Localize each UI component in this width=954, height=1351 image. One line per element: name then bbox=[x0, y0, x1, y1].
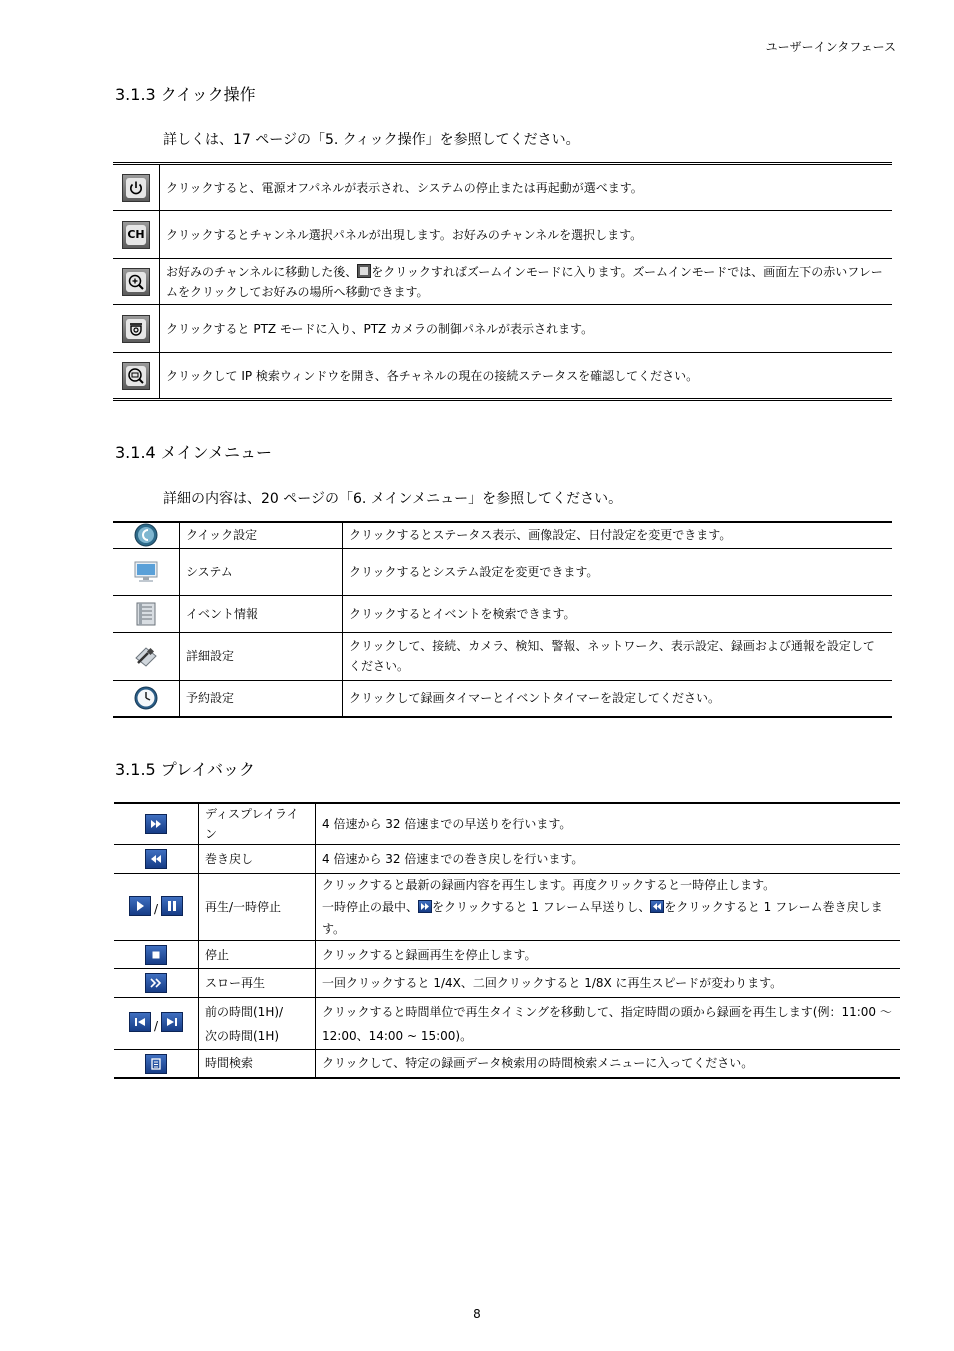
menu-item-desc: クリックするとステータス表示、画像設定、日付設定を変更できます。 bbox=[343, 522, 893, 548]
zoom-in-icon bbox=[122, 268, 150, 296]
quick-setup-icon bbox=[134, 523, 158, 547]
table-row bbox=[114, 845, 900, 874]
menu-item-name: 予約設定 bbox=[180, 680, 343, 717]
table-row bbox=[113, 305, 892, 353]
table-row bbox=[113, 595, 892, 632]
menu-item-desc: クリックするとイベントを検索できます。 bbox=[343, 595, 893, 632]
table-row bbox=[113, 548, 892, 595]
menu-item-name: 詳細設定 bbox=[180, 632, 343, 680]
table-row bbox=[113, 680, 892, 717]
table-row bbox=[113, 632, 892, 680]
playback-name: ディスプレイライン bbox=[199, 803, 316, 845]
fast-forward-icon bbox=[418, 900, 432, 913]
playback-desc: クリックすると時間単位で再生タイミングを移動して、指定時間の頭から録画を再生します(例：11:00 ～ 12:00、14:00 ~ 15:00)。 bbox=[316, 998, 901, 1050]
playback-name: 時間検索 bbox=[199, 1050, 316, 1078]
playback-desc: 一回クリックすると 1/4X、二回クリックすると 1/8X に再生スピードが変わります。 bbox=[316, 969, 901, 998]
quick-ops-table bbox=[113, 162, 892, 401]
table-row: / 再生/一時停止 クリックすると最新の録画内容を再生します。再度クリックすると一時停止します。 一時停止の最中、 をクリックすると 1 フレーム早送りし、 をクリックすると 1 フレーム巻き戻します。 bbox=[114, 874, 900, 941]
table-row bbox=[114, 969, 900, 998]
menu-item-name: イベント情報 bbox=[180, 595, 343, 632]
table-row bbox=[113, 353, 892, 400]
playback-desc: クリックすると録画再生を停止します。 bbox=[316, 941, 901, 969]
time-search-icon bbox=[145, 1054, 167, 1074]
ip-search-icon bbox=[122, 362, 150, 390]
system-icon bbox=[134, 560, 158, 584]
slow-play-icon bbox=[145, 973, 167, 993]
section-reference-quick-ops: 詳しくは、17 ページの「5. クィック操作」を参照してください。 bbox=[163, 132, 580, 148]
table-row bbox=[113, 522, 892, 548]
menu-item-desc: クリックして録画タイマーとイベントタイマーを設定してください。 bbox=[349, 691, 721, 706]
pause-icon bbox=[161, 896, 183, 916]
table-row bbox=[114, 1050, 900, 1078]
playback-name: 前の時間(1H)/ 次の時間(1H) bbox=[199, 998, 316, 1050]
previous-hour-icon bbox=[129, 1012, 151, 1032]
zoom-in-icon bbox=[357, 264, 371, 278]
quick-op-desc: クリックすると PTZ モードに入り、PTZ カメラの制御パネルが表示されます。 bbox=[160, 305, 893, 353]
fast-forward-icon bbox=[145, 814, 167, 834]
event-info-icon bbox=[134, 602, 158, 626]
playback-name: 巻き戻し bbox=[199, 845, 316, 874]
ptz-icon bbox=[122, 315, 150, 343]
menu-item-name: システム bbox=[180, 548, 343, 595]
table-row bbox=[114, 803, 900, 845]
section-reference-main-menu: 詳細の内容は、20 ページの「6. メインメニュー」を参照してください。 bbox=[163, 491, 623, 507]
page-number: 8 bbox=[473, 1307, 481, 1321]
channel-icon: CH bbox=[122, 221, 150, 249]
schedule-icon bbox=[134, 686, 158, 710]
table-row bbox=[113, 259, 892, 305]
menu-item-desc: クリックするとシステム設定を変更できます。 bbox=[343, 548, 893, 595]
section-title-playback: 3.1.5 プレイバック bbox=[115, 760, 256, 779]
running-header: ユーザーインタフェース bbox=[765, 40, 896, 54]
table-row bbox=[114, 941, 900, 969]
advanced-config-icon bbox=[134, 644, 158, 668]
next-hour-icon bbox=[161, 1012, 183, 1032]
rewind-icon bbox=[145, 849, 167, 869]
stop-icon bbox=[145, 945, 167, 965]
menu-item-desc: クリックして、接続、カメラ、検知、警報、ネットワーク、表示設定、録画および通報を設定してください。 bbox=[343, 632, 893, 680]
playback-name: 再生/一時停止 bbox=[199, 874, 316, 941]
menu-item-name: クイック設定 bbox=[180, 522, 343, 548]
main-menu-table bbox=[113, 521, 892, 718]
quick-op-desc: クリックすると、電源オフパネルが表示され、システムの停止または再起動が選べます。 bbox=[160, 164, 893, 211]
table-row bbox=[113, 211, 892, 259]
quick-op-desc: お好みのチャンネルに移動した後、 をクリックすればズームインモードに入ります。ズームインモードでは、画面左下の赤いフレームをクリックしてお好みの場所へ移動できます。 bbox=[160, 259, 893, 305]
quick-op-desc: クリックするとチャンネル選択パネルが出現します。お好みのチャンネルを選択します。 bbox=[160, 211, 893, 259]
playback-name: スロー再生 bbox=[199, 969, 316, 998]
table-row: / 前の時間(1H)/ 次の時間(1H) クリックすると時間単位で再生タイミングを移動して、指定時間の頭から録画を再生します(例：11:00 ～ 12:00、14:00 ~ 15:00)。 bbox=[114, 998, 900, 1050]
playback-table bbox=[114, 802, 900, 1079]
playback-desc: 4 倍速から 32 倍速までの巻き戻しを行います。 bbox=[316, 845, 901, 874]
power-icon bbox=[122, 174, 150, 202]
table-row bbox=[113, 164, 892, 211]
section-title-quick-ops: 3.1.3 クイック操作 bbox=[115, 85, 256, 104]
playback-desc: クリックすると最新の録画内容を再生します。再度クリックすると一時停止します。 一時停止の最中、 をクリックすると 1 フレーム早送りし、 をクリックすると 1 フレーム巻き戻します。 bbox=[316, 874, 901, 941]
section-title-main-menu: 3.1.4 メインメニュー bbox=[115, 443, 272, 462]
playback-desc: 4 倍速から 32 倍速までの早送りを行います。 bbox=[316, 803, 901, 845]
rewind-icon bbox=[650, 900, 664, 913]
playback-desc: クリックして、特定の録画データ検索用の時間検索メニューに入ってください。 bbox=[322, 1056, 754, 1071]
playback-name: 停止 bbox=[199, 941, 316, 969]
play-icon bbox=[129, 896, 151, 916]
quick-op-desc: クリックして IP 検索ウィンドウを開き、各チャネルの現在の接続ステータスを確認してください。 bbox=[166, 368, 699, 383]
